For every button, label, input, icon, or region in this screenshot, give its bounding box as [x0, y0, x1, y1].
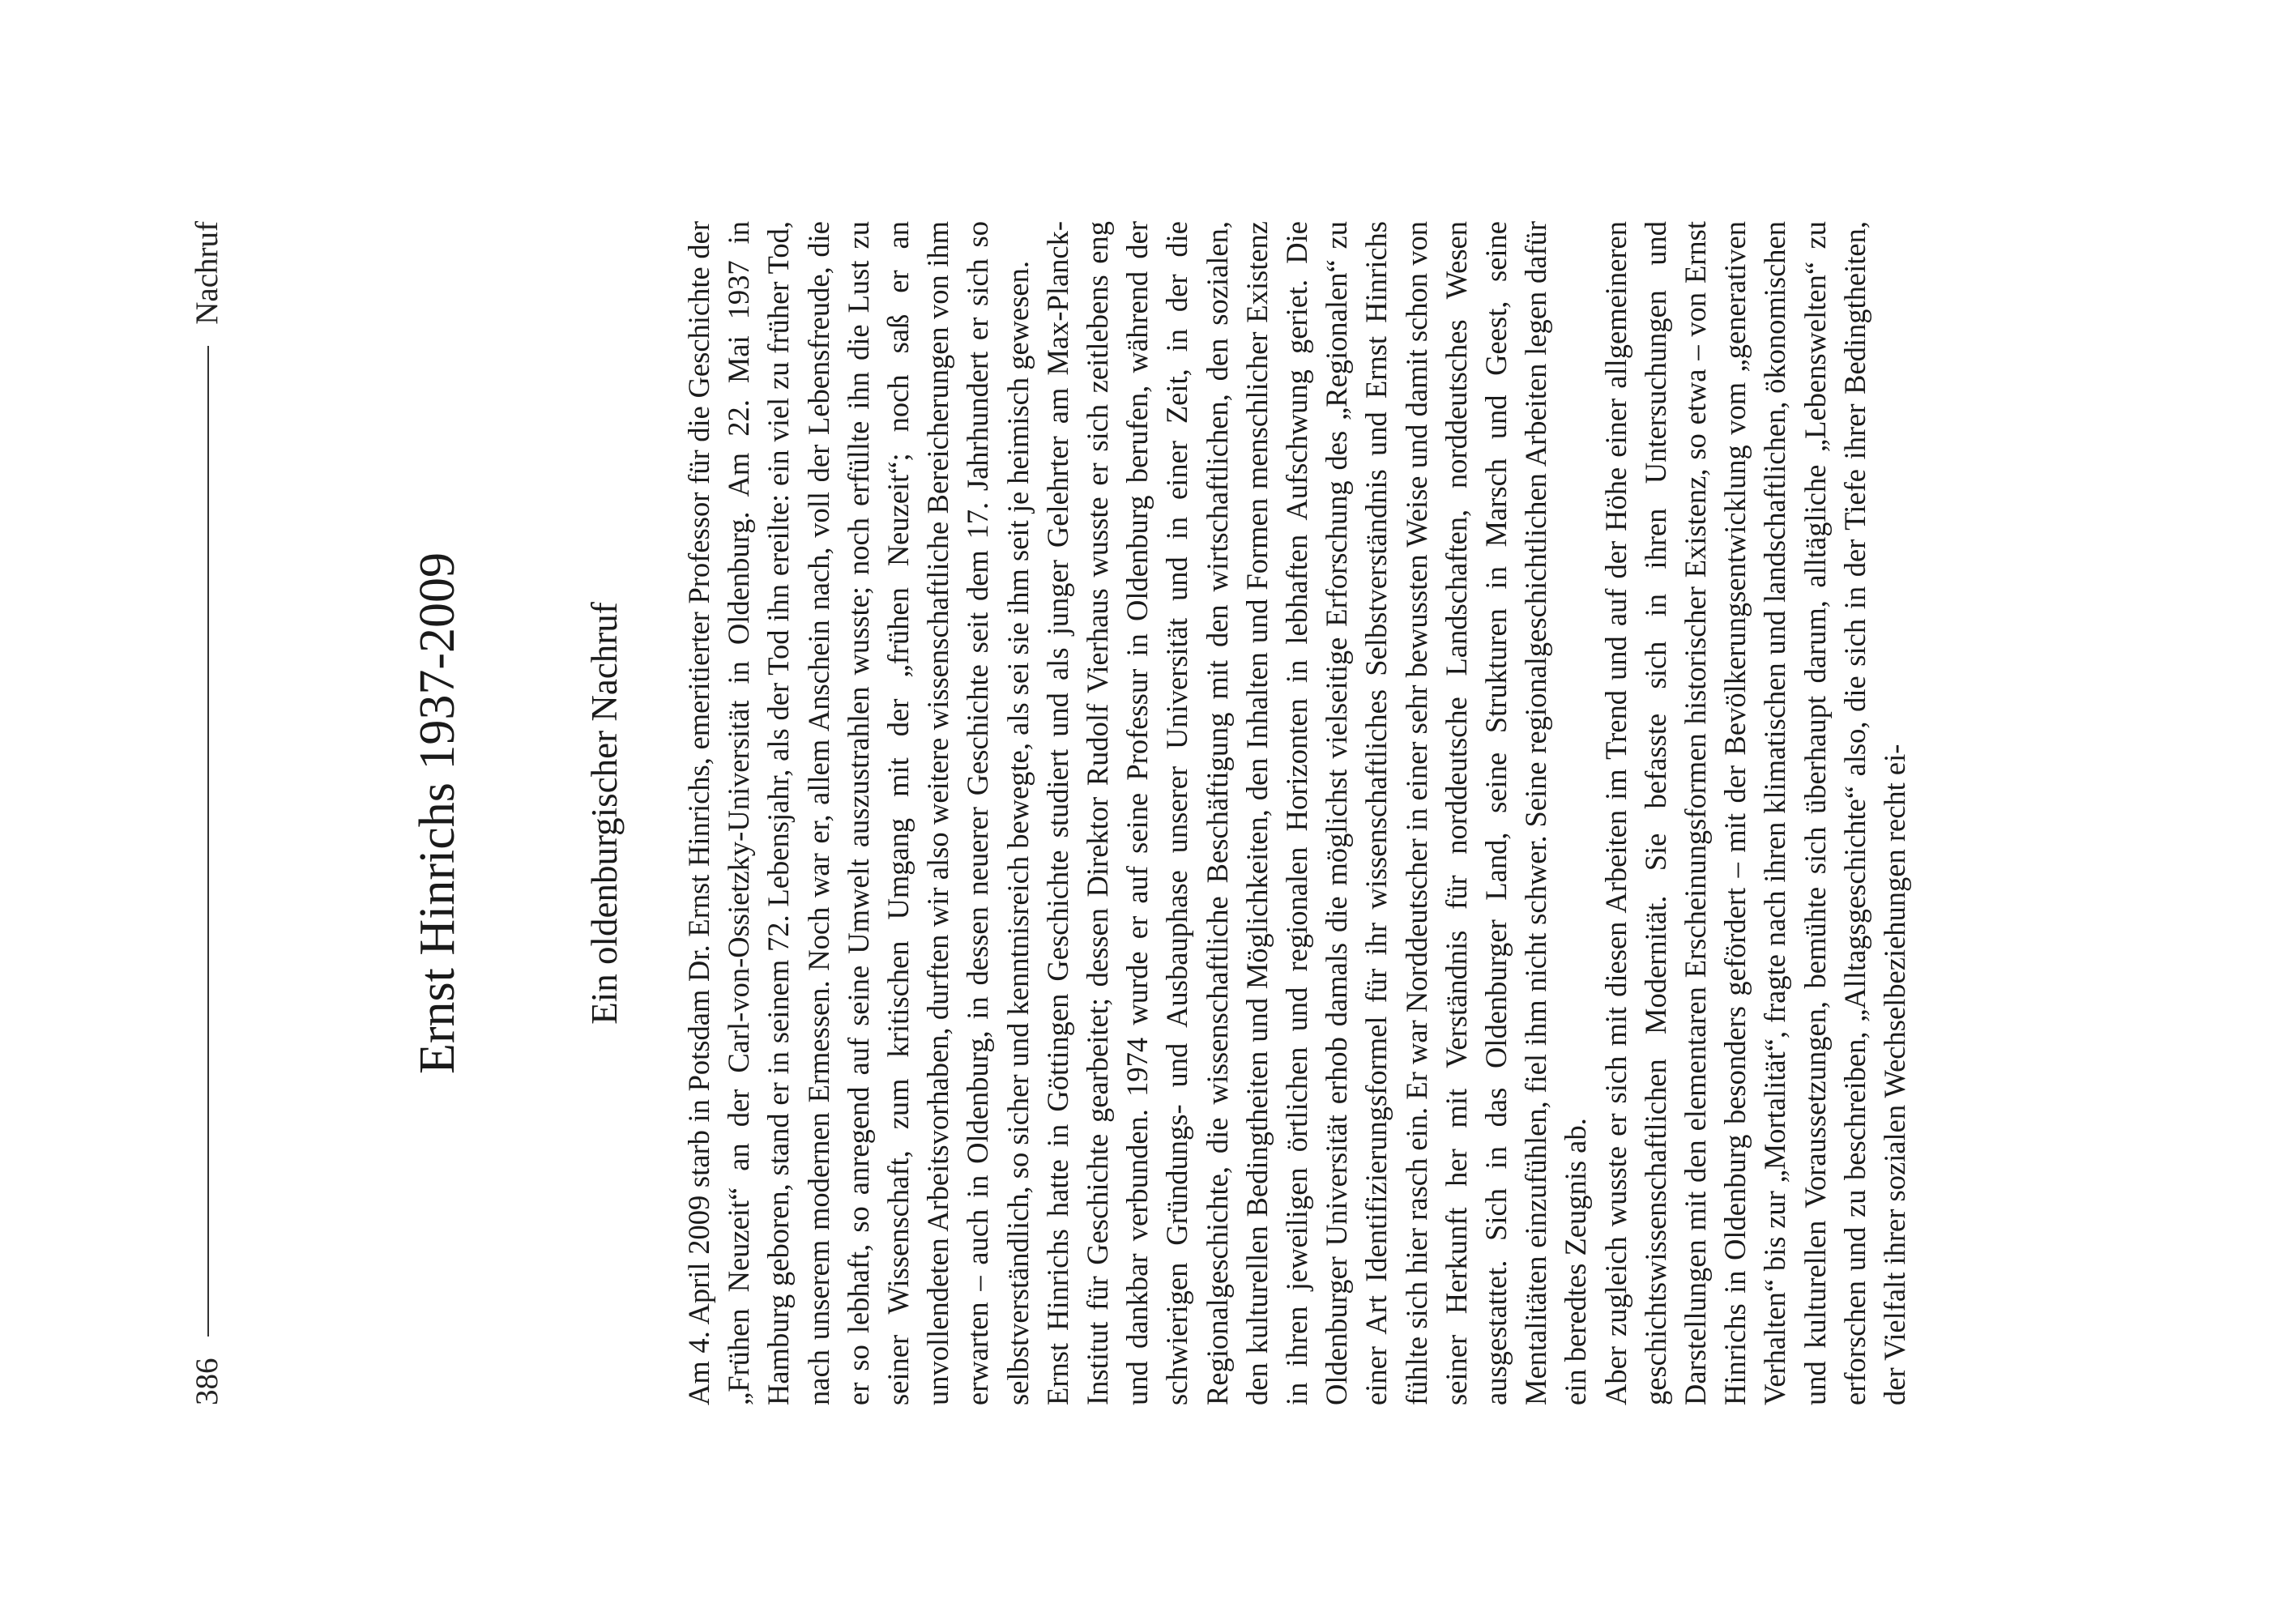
section-label: Nachruf — [189, 221, 224, 325]
article-title: Ernst Hinrichs 1937-2009 — [410, 552, 465, 1075]
page-number: 386 — [189, 1358, 224, 1405]
body-text — [679, 221, 2056, 1405]
article-subtitle: Ein oldenburgischer Nachruf — [584, 602, 625, 1025]
paragraph-2: Ernst Hinrichs hatte in Göttingen Geschichte studiert und als junger Gelehrter am Max-Planck-Institut für Geschichte gearbeitet; dessen Direktor Rudolf Vierhaus wusste er sich zeitlebens eng und dankbar verbunden. 1974 wurde er auf seine Professur in Oldenburg berufen, während der schwierigen Gründungs- und Ausbauphase unserer Universität und in einer Zeit, in der die Regionalgeschichte, die wissenschaftliche Beschäftigung mit den wirtschaftlichen, den sozialen, den kulturellen Bedingtheiten und Möglichkeiten, den Inhalten und Formen menschlicher Existenz in ihren jeweiligen örtlichen und regionalen Horizonten in lebhaften Aufschwung geriet. Die Oldenburger Universität erhob damals die möglichst vielseitige Erforschung des „Regionalen“ zu einer Art Identifizierungsformel für ihr wissenschaftliches Selbstverständnis und Ernst Hinrichs fühlte sich hier rasch ein. Er war Norddeutscher in einer sehr bewussten Weise und damit schon von seiner Herkunft her mit Verständnis für norddeutsche Landschaften, norddeutsches Wesen ausgestattet. Sich in das Oldenburger Land, seine Strukturen in Marsch und Geest, seine Mentalitäten einzufühlen, fiel ihm nicht schwer. Seine regionalgeschichtlichen Arbeiten legen dafür ein beredtes Zeugnis ab. — [1040, 221, 1593, 1405]
header-rule — [207, 346, 209, 1337]
running-head — [182, 221, 231, 1405]
paragraph-1: Am 4. April 2009 starb in Potsdam Dr. Ernst Hinrichs, emeritierter Professor für die Geschichte der „Frühen Neuzeit“ an der Carl-von-Ossietzky-Universität in Oldenburg. Am 22. Mai 1937 in Hamburg geboren, stand er in seinem 72. Lebensjahr, als der Tod ihn ereilte: ein viel zu früher Tod, nach unserem modernen Ermessen. Noch war er, allem Anschein nach, voll der Lebensfreude, die er so lebhaft, so anregend auf seine Umwelt auszustrahlen wusste; noch erfüllte ihn die Lust zu seiner Wissenschaft, zum kritischen Umgang mit der „frühen Neuzeit“; noch saß er an unvollendeten Arbeitsvorhaben, durften wir also weitere wissenschaftliche Bereicherungen von ihm erwarten – auch in Oldenburg, in dessen neuerer Geschichte seit dem 17. Jahrhundert er sich so selbstverständlich, so sicher und kenntnisreich bewegte, als sei sie ihm seit je heimisch gewesen. — [682, 221, 1035, 1405]
paragraph-3: Aber zugleich wusste er sich mit diesen Arbeiten im Trend und auf der Höhe einer allgemeineren geschichtswissenschaftlichen Modernität. Sie befasste sich in ihren Untersuchungen und Darstellungen mit den elementaren Erscheinungsformen historischer Existenz, so etwa – von Ernst Hinrichs in Oldenburg besonders gefördert – mit der Bevölkerungsentwicklung vom „generativen Verhalten“ bis zur „Mortalität“, fragte nach ihren klimatischen und landschaftlichen, ökonomischen und kulturellen Voraussetzungen, bemühte sich überhaupt darum, alltägliche „Lebenswelten“ zu erforschen und zu beschreiben, „Alltagsgeschichte“ also, die sich in der Tiefe ihrer Bedingtheiten, der Vielfalt ihrer sozialen Wechselbeziehungen recht ei- — [1598, 221, 1912, 1405]
